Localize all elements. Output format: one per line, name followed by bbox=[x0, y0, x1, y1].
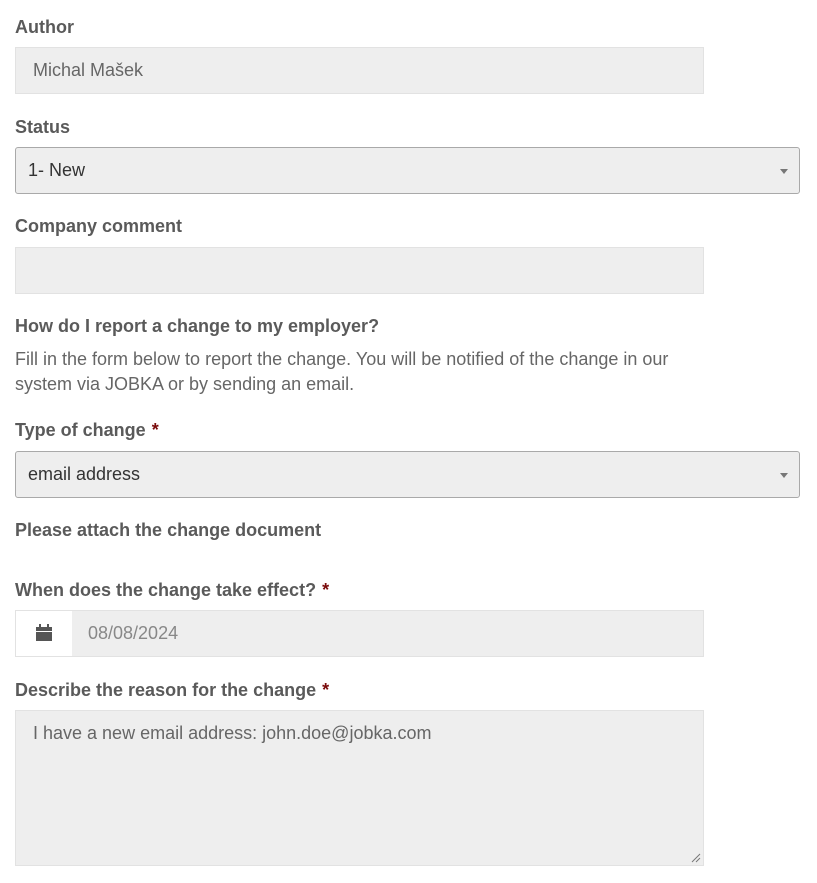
calendar-icon bbox=[35, 624, 53, 642]
company-comment-label-text: Company comment bbox=[15, 216, 183, 236]
status-selected-value: 1- New bbox=[28, 160, 86, 180]
effective-date-label-text: When does the change take effect? bbox=[15, 580, 317, 600]
company-comment-field bbox=[15, 247, 704, 294]
chevron-down-icon bbox=[780, 169, 788, 174]
info-text: Fill in the form below to report the change. You will be notified of the change in our system via JOBKA or by sending an email. bbox=[15, 349, 669, 394]
reason-label bbox=[15, 679, 329, 701]
type-of-change-select[interactable] bbox=[15, 451, 800, 498]
reason-label-text: Describe the reason for the change bbox=[15, 680, 317, 700]
status-label bbox=[15, 116, 70, 138]
type-of-change-selected-value: email address bbox=[28, 464, 141, 484]
required-mark: * bbox=[322, 680, 330, 700]
status-select[interactable] bbox=[15, 147, 800, 194]
chevron-down-icon bbox=[780, 473, 788, 478]
reason-textarea[interactable] bbox=[15, 710, 704, 866]
effective-date-picker[interactable] bbox=[15, 610, 704, 657]
calendar-button[interactable] bbox=[16, 611, 72, 656]
effective-date-input[interactable] bbox=[72, 611, 703, 656]
type-of-change-label bbox=[15, 419, 159, 441]
required-mark: * bbox=[151, 420, 159, 440]
required-mark: * bbox=[322, 580, 330, 600]
effective-date-label bbox=[15, 579, 329, 601]
info-heading-text: How do I report a change to my employer? bbox=[15, 316, 380, 336]
author-label bbox=[15, 16, 74, 38]
attachment-label bbox=[15, 519, 321, 541]
resize-handle-icon[interactable] bbox=[691, 853, 701, 863]
reason-value: I have a new email address: john.doe@jobka.com bbox=[33, 723, 432, 743]
author-value: Michal Mašek bbox=[33, 60, 144, 80]
author-label-text: Author bbox=[15, 17, 74, 37]
effective-date-value: 08/08/2024 bbox=[88, 623, 179, 643]
info-heading bbox=[15, 315, 379, 337]
status-label-text: Status bbox=[15, 117, 71, 137]
attachment-label-text: Please attach the change document bbox=[15, 520, 322, 540]
author-field bbox=[15, 47, 704, 94]
company-comment-label bbox=[15, 215, 182, 237]
type-of-change-label-text: Type of change bbox=[15, 420, 146, 440]
